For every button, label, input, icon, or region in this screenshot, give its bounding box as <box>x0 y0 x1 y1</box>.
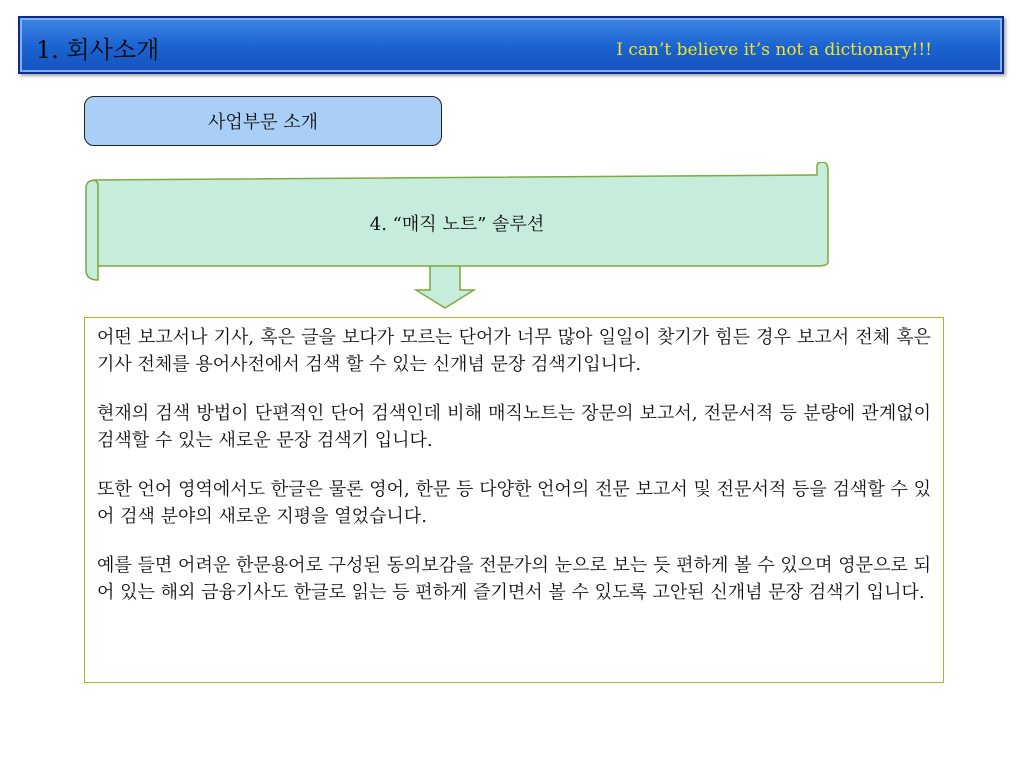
paragraph-2: 현재의 검색 방법이 단편적인 단어 검색인데 비해 매직노트는 장문의 보고서, 전문서적 등 분량에 관계없이 검색할 수 있는 새로운 문장 검색기 입니다. <box>97 403 931 451</box>
title-bar <box>18 16 1004 74</box>
paragraph-1: 어떤 보고서나 기사, 혹은 글을 보다가 모르는 단어가 너무 많아 일일이 찾기가 힘든 경우 보고서 전체 혹은 기사 전체를 용어사전에서 검색 할 수 있는 신개념 문장 검색기입니다. <box>97 327 931 375</box>
down-arrow-icon <box>414 266 476 310</box>
paragraph-3: 또한 언어 영역에서도 한글은 물론 영어, 한문 등 다양한 언어의 전문 보고서 및 전문서적 등을 검색할 수 있어 검색 분야의 새로운 지평을 열었습니다. <box>97 479 931 527</box>
section-label-box <box>84 96 442 146</box>
description-box <box>84 317 944 683</box>
banner-title: 4. “매직 노트” 솔루션 <box>369 214 545 235</box>
paragraph-4: 예를 들면 어려운 한문용어로 구성된 동의보감을 전문가의 눈으로 보는 듯 편하게 볼 수 있으며 영문으로 되어 있는 해외 금융기사도 한글로 읽는 등 편하게 즐기면서 볼 수 있도록 고안된 신개념 문장 검색기 입니다. <box>97 555 931 603</box>
tagline: I can’t believe it’s not a dictionary!!! <box>616 40 932 60</box>
section-label: 사업부문 소개 <box>207 112 319 133</box>
page-title: 1. 회사소개 <box>36 36 160 64</box>
scroll-banner <box>84 162 830 282</box>
